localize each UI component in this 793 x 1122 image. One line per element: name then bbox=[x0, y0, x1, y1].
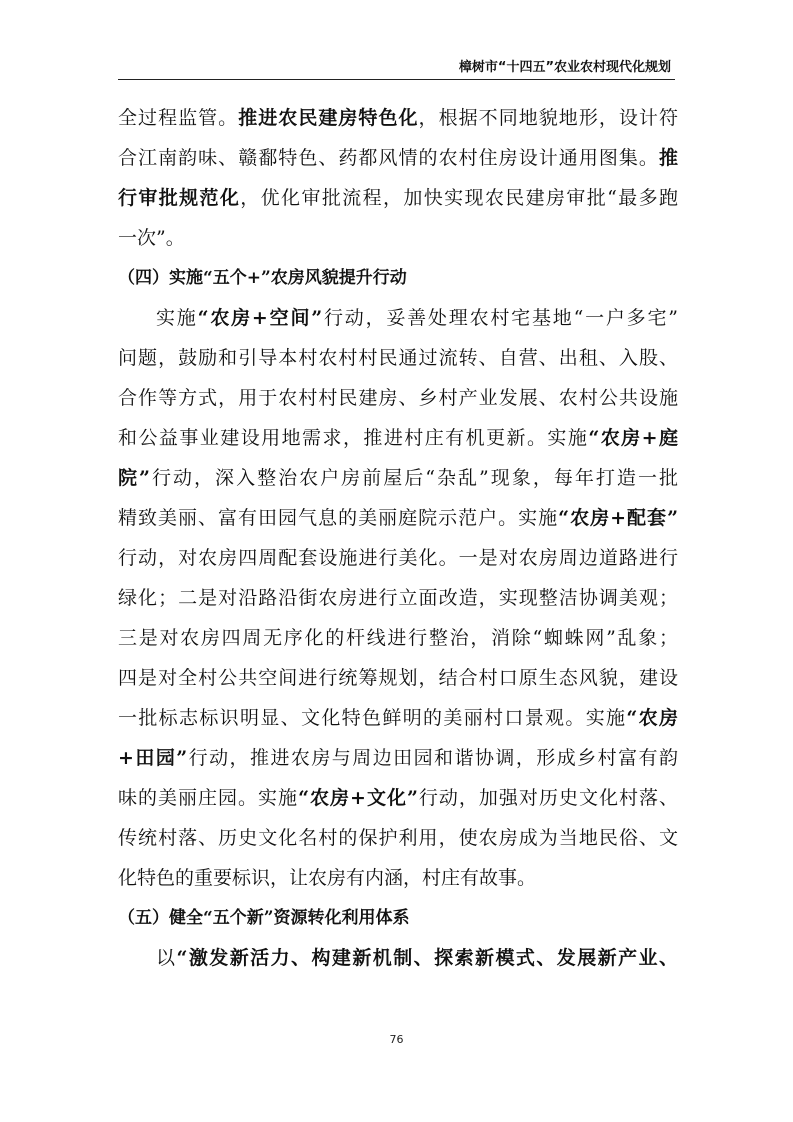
section-heading bbox=[118, 898, 678, 938]
text-segment: 传统村落、历史文化名村的保护利用，使农房成为当地民俗、文 bbox=[118, 827, 678, 849]
paragraph-line bbox=[118, 338, 678, 378]
page-number: 76 bbox=[389, 1033, 404, 1046]
paragraph-line bbox=[118, 538, 678, 578]
text-segment: 行动，推进农房与周边田园和谐协调，形成乡村富有韵 bbox=[187, 747, 678, 769]
bold-text-segment: 推进农民建房特色化 bbox=[238, 107, 419, 129]
paragraph-line bbox=[118, 858, 678, 898]
text-segment: 合江南韵味、赣鄱特色、药都风情的农村住房设计通用图集。 bbox=[118, 147, 659, 169]
text-segment: 问题，鼓励和引导本村农村村民通过流转、自营、出租、入股、 bbox=[118, 347, 678, 369]
paragraph-line bbox=[118, 818, 678, 858]
bold-text-segment: “农房+配套” bbox=[558, 507, 678, 529]
text-segment: 和公益事业建设用地需求，推进村庄有机更新。实施 bbox=[118, 427, 589, 449]
text-segment: 化特色的重要标识，让农房有内涵，村庄有故事。 bbox=[118, 867, 537, 889]
text-segment: 全过程监管。 bbox=[118, 107, 239, 129]
text-segment: 行动，妥善处理农村宅基地“一户多宅” bbox=[322, 307, 678, 329]
text-segment: 一次”。 bbox=[118, 227, 185, 249]
paragraph-line bbox=[118, 418, 678, 458]
paragraph-line bbox=[118, 498, 678, 538]
paragraph-line bbox=[118, 698, 678, 738]
text-segment: 四是对全村公共空间进行统筹规划，结合村口原生态风貌，建设 bbox=[118, 667, 678, 689]
bold-text-segment: “农房+空间” bbox=[197, 307, 323, 329]
text-segment: ，优化审批流程，加快实现农民建房审批“最多跑 bbox=[240, 187, 678, 209]
bold-text-segment: 院” bbox=[118, 467, 150, 489]
section-heading bbox=[118, 258, 678, 298]
paragraph-line bbox=[118, 738, 678, 778]
text-segment: 三是对农房四周无序化的杆线进行整治，消除“蜘蛛网”乱象； bbox=[118, 627, 678, 649]
running-header-title: 樟树市“十四五”农业农村现代化规划 bbox=[458, 60, 671, 75]
paragraph-line bbox=[118, 938, 678, 978]
header-divider bbox=[118, 79, 675, 80]
paragraph-line bbox=[118, 178, 678, 218]
text-segment: （五）健全“五个新”资源转化利用体系 bbox=[118, 908, 410, 928]
bold-text-segment: “农房+庭 bbox=[588, 427, 678, 449]
paragraph-line bbox=[118, 218, 678, 258]
paragraph-line bbox=[118, 298, 678, 338]
paragraph-line bbox=[118, 778, 678, 818]
bold-text-segment: “激发新活力、构建新机制、探索新模式、发展新产业、 bbox=[176, 947, 678, 969]
paragraph-line bbox=[118, 458, 678, 498]
text-segment: 绿化；二是对沿路沿街农房进行立面改造，实现整洁协调美观； bbox=[118, 587, 678, 609]
bold-text-segment: +田园” bbox=[118, 747, 188, 769]
text-segment: 行动，对农房四周配套设施进行美化。一是对农房周边道路进行 bbox=[118, 547, 678, 569]
text-segment: 味的美丽庄园。实施 bbox=[118, 787, 299, 809]
text-segment: 一批标志标识明显、文化特色鲜明的美丽村口景观。实施 bbox=[118, 707, 627, 729]
paragraph-line bbox=[118, 578, 678, 618]
bold-text-segment: “农房+文化” bbox=[298, 787, 418, 809]
text-segment: （四）实施“五个+”农房风貌提升行动 bbox=[118, 268, 407, 288]
bold-text-segment: 推 bbox=[658, 147, 678, 169]
text-segment: 合作等方式，用于农村村民建房、乡村产业发展、农村公共设施 bbox=[118, 387, 678, 409]
bold-text-segment: 行审批规范化 bbox=[118, 187, 241, 209]
paragraph-line bbox=[118, 378, 678, 418]
text-segment: 实施 bbox=[156, 307, 198, 329]
paragraph-line bbox=[118, 618, 678, 658]
body-text bbox=[118, 98, 678, 978]
text-segment: 精致美丽、富有田园气息的美丽庭院示范户。实施 bbox=[118, 507, 559, 529]
paragraph-line bbox=[118, 98, 678, 138]
paragraph-line bbox=[118, 138, 678, 178]
paragraph-line bbox=[118, 658, 678, 698]
text-segment: ，根据不同地貌地形，设计符 bbox=[418, 107, 678, 129]
bold-text-segment: “农房 bbox=[626, 707, 678, 729]
text-segment: 行动，加强对历史文化村落、 bbox=[417, 787, 678, 809]
text-segment: 行动，深入整治农户房前屋后“杂乱”现象，每年打造一批 bbox=[149, 467, 678, 489]
text-segment: 以 bbox=[156, 947, 177, 969]
